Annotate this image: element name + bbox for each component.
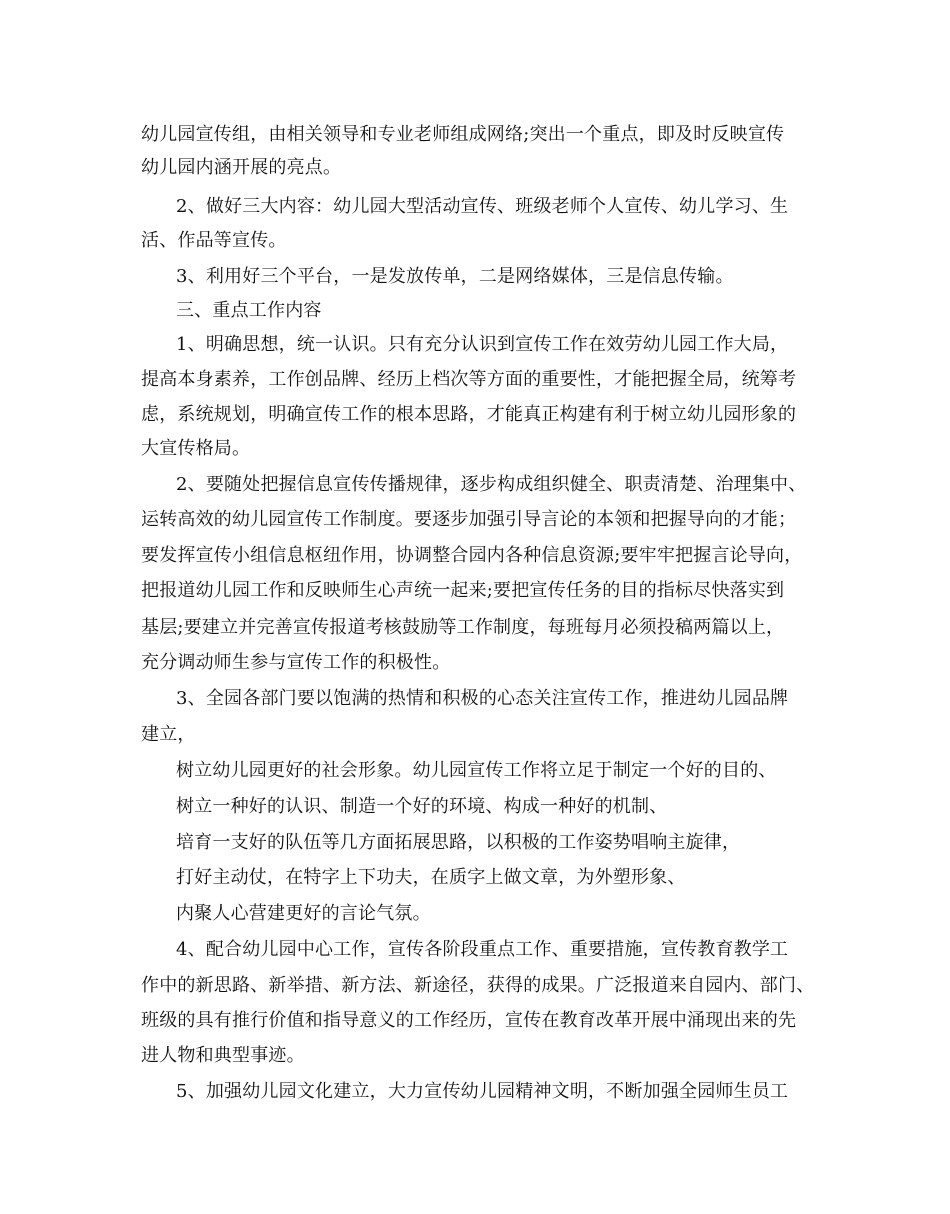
section-heading: 三、重点工作内容 <box>176 300 322 321</box>
text-line-28: 5、加强幼儿园文化建立，大力宣传幼儿园精神文明，不断加强全园师生员工 <box>176 1081 789 1102</box>
text-line-23: 内聚人心营建更好的言论气氛。 <box>176 903 431 924</box>
text-line-8: 提高本身素养，工作创品牌、经历上档次等方面的重要性，才能把握全局，统筹考 <box>141 369 797 390</box>
text-line-5: 3、利用好三个平台，一是发放传单，二是网络媒体，三是信息传输。 <box>176 266 734 287</box>
text-line-16: 充分调动师生参与宣传工作的积极性。 <box>141 652 451 673</box>
text-line-25: 作中的新思路、新举措、新方法、新途径，获得的成果。广泛报道来自园内、部门、 <box>141 975 815 996</box>
text-line-19: 树立幼儿园更好的社会形象。幼儿园宣传工作将立足于制定一个好的目的、 <box>176 760 777 781</box>
text-line-10: 大宣传格局。 <box>141 438 251 459</box>
text-line-20: 树立一种好的认识、制造一个好的环境、构成一种好的机制、 <box>176 796 668 817</box>
text-line-7: 1、明确思想，统一认识。只有充分认识到宣传工作在效劳幼儿园工作大局， <box>176 334 789 355</box>
text-line-12: 运转高效的幼儿园宣传工作制度。要逐步加强引导言论的本领和把握导向的才能； <box>141 509 797 530</box>
text-line-4: 活、作品等宣传。 <box>141 230 287 251</box>
text-line-24: 4、配合幼儿园中心工作，宣传各阶段重点工作、重要措施，宣传教育教学工 <box>176 939 789 960</box>
text-line-14: 把报道幼儿园工作和反映师生心声统一起来;要把宣传任务的目的指标尽快落实到 <box>141 580 785 601</box>
text-line-13: 要发挥宣传小组信息枢纽作用，协调整合园内各种信息资源;要牢牢把握言论导向， <box>141 545 803 566</box>
text-line-17: 3、全园各部门要以饱满的热情和积极的心态关注宣传工作，推进幼儿园品牌 <box>176 688 789 709</box>
text-line-18: 建立， <box>141 724 196 745</box>
text-line-21: 培育一支好的队伍等几方面拓展思路，以积极的工作姿势唱响主旋律， <box>176 832 741 853</box>
text-line-27: 进人物和典型事迹。 <box>141 1045 305 1066</box>
text-line-3: 2、做好三大内容：幼儿园大型活动宣传、班级老师个人宣传、幼儿学习、生 <box>176 196 789 217</box>
text-line-1: 幼儿园宣传组，由相关领导和专业老师组成网络;突出一个重点，即及时反映宣传 <box>141 124 785 145</box>
text-line-15: 基层;要建立并完善宣传报道考核鼓励等工作制度，每班每月必须投稿两篇以上， <box>141 617 785 638</box>
text-line-26: 班级的具有推行价值和指导意义的工作经历，宣传在教育改革开展中涌现出来的先 <box>141 1010 797 1031</box>
text-line-2: 幼儿园内涵开展的亮点。 <box>141 157 342 178</box>
text-line-22: 打好主动仗，在特字上下功夫，在质字上做文章，为外塑形象、 <box>176 867 686 888</box>
text-line-9: 虑，系统规划，明确宣传工作的根本思路，才能真正构建有利于树立幼儿园形象的 <box>141 404 797 425</box>
text-line-11: 2、要随处把握信息宣传传播规律，逐步构成组织健全、职责清楚、治理集中、 <box>176 474 807 495</box>
